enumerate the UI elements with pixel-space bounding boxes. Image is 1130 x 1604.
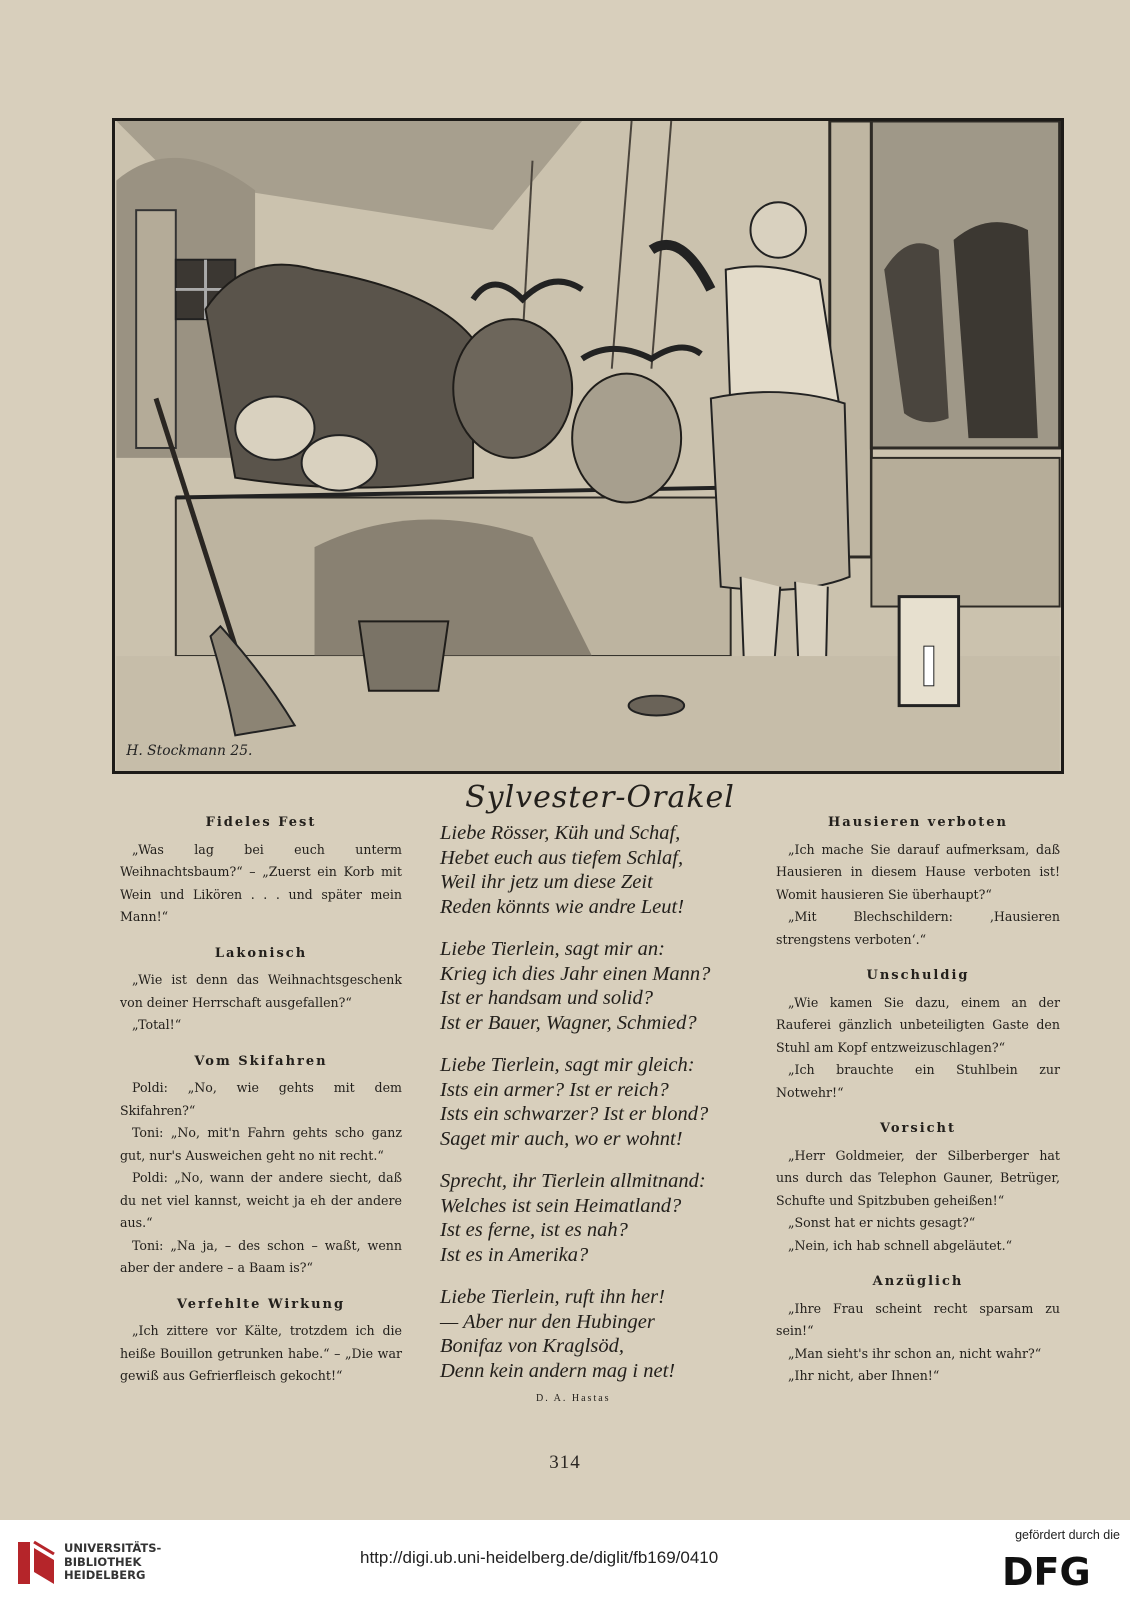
poem-line: Liebe Tierlein, sagt mir an: xyxy=(440,938,665,960)
poem-stanza xyxy=(440,1053,760,1151)
poem-line: Hebet euch aus tiefem Schlaf, xyxy=(440,846,684,869)
joke-text: „Nein, ich hab schnell abgeläutet.“ xyxy=(788,1237,1013,1253)
poem-line: Ists ein schwarzer? Ist er blond? xyxy=(440,1103,709,1125)
institution-line: HEIDELBERG xyxy=(64,1568,146,1582)
poem-stanza xyxy=(440,937,760,1035)
right-column xyxy=(776,812,1060,1402)
artist-signature: H. Stockmann 25. xyxy=(126,743,253,760)
joke-block xyxy=(776,1118,1060,1257)
poem xyxy=(440,780,760,1404)
joke-block xyxy=(776,1271,1060,1388)
joke-text: „Sonst hat er nichts gesagt?“ xyxy=(788,1215,976,1230)
joke-text: Toni: „Na ja, – des schon – waßt, wenn aber der andere – a Baam is?“ xyxy=(120,1237,402,1275)
poem-author: D. A. Hastas xyxy=(536,1393,611,1404)
joke-block xyxy=(120,943,402,1037)
poem-line: Liebe Tierlein, sagt mir gleich: xyxy=(440,1054,695,1076)
poem-line: Ist er Bauer, Wagner, Schmied? xyxy=(440,1011,697,1034)
institution-line: UNIVERSITÄTS- xyxy=(64,1541,162,1555)
poem-line: Welches ist sein Heimatland? xyxy=(440,1194,682,1217)
poem-stanza xyxy=(440,1169,760,1267)
joke-text: „Total!“ xyxy=(132,1017,182,1032)
joke-heading: Fideles Fest xyxy=(205,815,317,830)
poem-line: Krieg ich dies Jahr einen Mann? xyxy=(440,962,711,985)
joke-block xyxy=(120,1294,402,1388)
institution-line: BIBLIOTHEK xyxy=(64,1554,142,1569)
digitization-footer xyxy=(0,1520,1130,1604)
page-number: 314 xyxy=(549,1452,581,1473)
funded-by-label: gefördert durch die xyxy=(1015,1528,1120,1542)
poem-line: Liebe Tierlein, ruft ihn her! xyxy=(440,1286,665,1308)
poem-line: Reden könnts wie andre Leut! xyxy=(440,895,685,918)
joke-text: „Herr Goldmeier, der Silberberger hat uns durch das Telephon Gauner, Betrüger, Schufte und Spitzbuben geheißen!“ xyxy=(776,1147,1060,1208)
joke-heading: Vorsicht xyxy=(879,1121,957,1136)
joke-block xyxy=(776,812,1060,951)
poem-line: Liebe Rösser, Küh und Schaf, xyxy=(440,822,681,844)
joke-heading: Hausieren verboten xyxy=(828,815,1008,830)
poem-line: Denn kein andern mag i net! xyxy=(440,1359,676,1382)
joke-block xyxy=(120,812,402,929)
joke-text: Poldi: „No, wann der andere siecht, daß du net viel kannst, weicht ja eh der andere aus.“ xyxy=(120,1170,402,1230)
poem-line: Ist er handsam und solid? xyxy=(440,987,653,1009)
university-library-logo-icon[interactable] xyxy=(14,1538,58,1588)
poem-line: Sprecht, ihr Tierlein allmitnand: xyxy=(440,1170,706,1192)
dfg-logo[interactable]: DFG xyxy=(1002,1550,1091,1594)
poem-line: Ist es ferne, ist es nah? xyxy=(440,1219,628,1241)
joke-heading: Anzüglich xyxy=(872,1274,964,1289)
joke-text: „Ich mache Sie darauf aufmerksam, daß Hausieren in diesem Hause verboten ist! Womit hausieren Sie überhaupt?“ xyxy=(776,841,1060,902)
poem-line: Ist es in Amerika? xyxy=(440,1243,589,1266)
university-library-name[interactable] xyxy=(64,1542,161,1583)
joke-text: „Was lag bei euch unterm Weihnachtsbaum?“ – „Zuerst ein Korb mit Wein und Likören . . . und später mein Mann!“ xyxy=(120,841,402,924)
joke-text: „Wie kamen Sie dazu, einem an der Rauferei gänzlich unbeteiligten Gaste den Stuhl am Kopf entzweizuschlagen?“ xyxy=(776,994,1060,1055)
joke-heading: Verfehlte Wirkung xyxy=(176,1296,346,1312)
joke-text: „Ich zittere vor Kälte, trotzdem ich die heiße Bouillon getrunken habe.“ – „Die war gewiß aus Gefrierfleisch gekocht!“ xyxy=(120,1323,402,1383)
joke-text: „Man sieht's ihr schon an, nicht wahr?“ xyxy=(788,1345,1042,1361)
joke-text: „Ich brauchte ein Stuhlbein zur Notwehr!“ xyxy=(776,1062,1060,1100)
joke-text: Toni: „No, mit'n Fahrn gehts scho ganz gut, nur's Ausweichen geht no nit recht.“ xyxy=(120,1125,402,1163)
joke-text: „Ihr nicht, aber Ihnen!“ xyxy=(788,1368,940,1383)
joke-heading: Unschuldig xyxy=(866,968,970,983)
joke-text: „Ihre Frau scheint recht sparsam zu sein!“ xyxy=(776,1300,1060,1338)
poem-title: Sylvester-Orakel xyxy=(465,780,735,815)
poem-line: Weil ihr jetz um diese Zeit xyxy=(440,871,653,893)
poem-stanza xyxy=(440,1285,760,1383)
poem-line: Bonifaz von Kraglsöd, xyxy=(440,1335,624,1357)
poem-stanza xyxy=(440,821,760,919)
joke-text: „Mit Blechschildern: ‚Hausieren strengstens verboten‘.“ xyxy=(776,909,1060,947)
joke-block xyxy=(776,965,1060,1104)
poem-line: Saget mir auch, wo er wohnt! xyxy=(440,1127,683,1150)
permalink-url[interactable]: http://digi.ub.uni-heidelberg.de/diglit/fb169/0410 xyxy=(360,1548,719,1567)
barn-scene-illustration xyxy=(112,118,1064,774)
poem-line: Ists ein armer? Ist er reich? xyxy=(440,1078,669,1101)
joke-text: Poldi: „No, wie gehts mit dem Skifahren?“ xyxy=(120,1080,402,1118)
poem-line: — Aber nur den Hubinger xyxy=(440,1310,655,1333)
joke-block xyxy=(120,1051,402,1280)
joke-text: „Wie ist denn das Weihnachtsgeschenk von deiner Herrschaft ausgefallen?“ xyxy=(120,972,402,1010)
joke-heading: Lakonisch xyxy=(214,945,308,961)
joke-heading: Vom Skifahren xyxy=(194,1053,328,1069)
left-column xyxy=(120,812,402,1402)
